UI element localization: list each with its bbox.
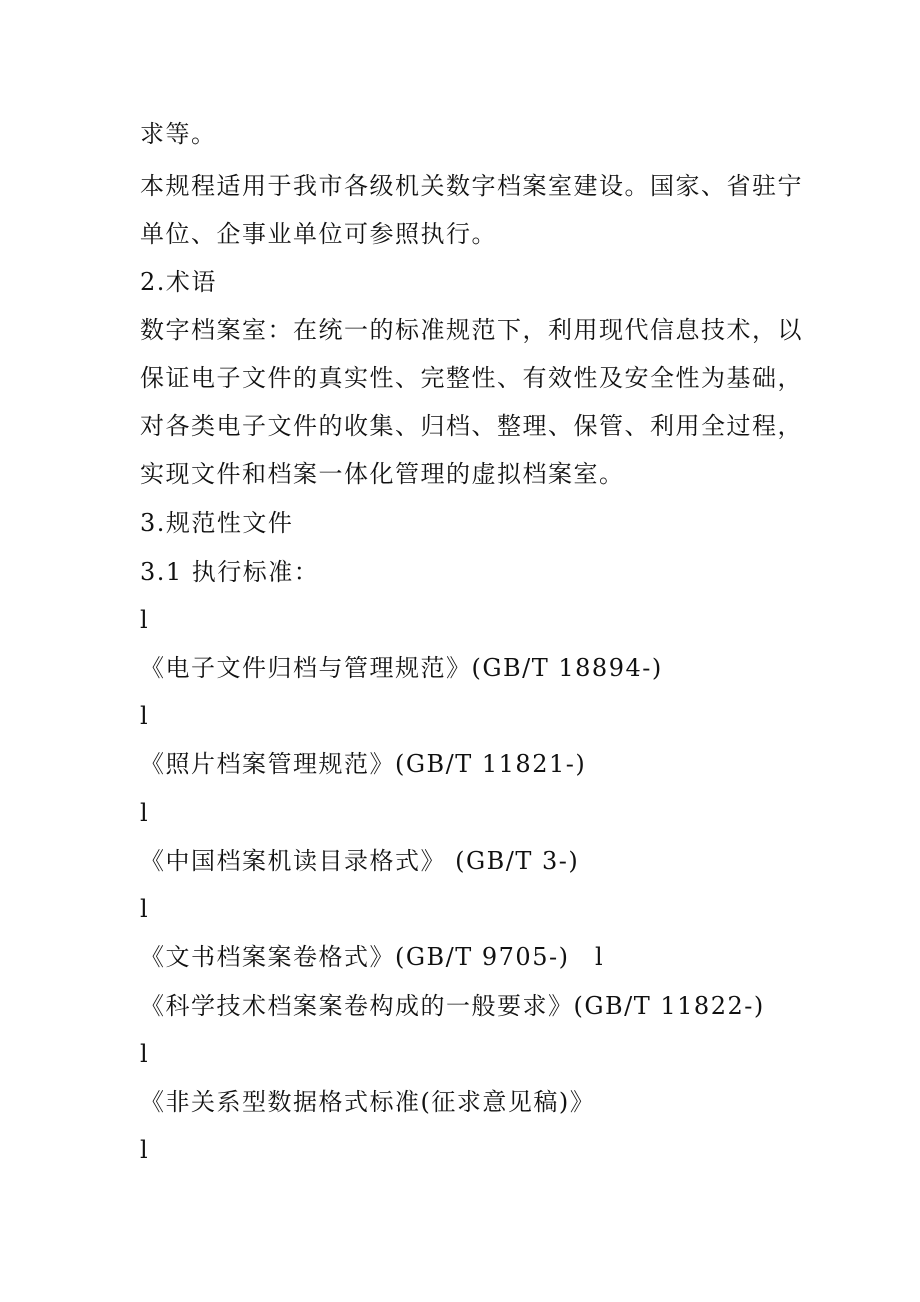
standard-item: 《非关系型数据格式标准(征求意见稿)》 xyxy=(140,1088,596,1116)
text-line: 对各类电子文件的收集、归档、整理、保管、利用全过程， xyxy=(140,412,803,440)
text-line: 保证电子文件的真实性、完整性、有效性及安全性为基础， xyxy=(140,364,803,392)
bullet-marker: l xyxy=(140,799,150,827)
text-line: 数字档案室：在统一的标准规范下，利用现代信息技术，以 xyxy=(140,316,803,344)
text-line: 求等。 xyxy=(140,120,217,148)
section-heading: 2.术语 xyxy=(140,268,217,296)
subsection-heading: 3.1 执行标准： xyxy=(140,558,320,586)
standard-item: 《文书档案案卷格式》(GB/T 9705-) l xyxy=(140,943,605,971)
standard-item: 《照片档案管理规范》(GB/T 11821-) xyxy=(140,750,587,778)
text-line: 本规程适用于我市各级机关数字档案室建设。国家、省驻宁 xyxy=(140,172,803,200)
bullet-marker: l xyxy=(140,1136,150,1164)
bullet-marker: l xyxy=(140,606,150,634)
standard-item: 《科学技术档案案卷构成的一般要求》(GB/T 11822-) xyxy=(140,992,765,1020)
bullet-marker: l xyxy=(140,1040,150,1068)
text-line: 实现文件和档案一体化管理的虚拟档案室。 xyxy=(140,460,625,488)
section-heading: 3.规范性文件 xyxy=(140,509,294,537)
bullet-marker: l xyxy=(140,895,150,923)
standard-item: 《中国档案机读目录格式》 (GB/T 3-) xyxy=(140,847,580,875)
bullet-marker: l xyxy=(140,702,150,730)
text-line: 单位、企事业单位可参照执行。 xyxy=(140,220,497,248)
standard-item: 《电子文件归档与管理规范》(GB/T 18894-) xyxy=(140,654,663,682)
